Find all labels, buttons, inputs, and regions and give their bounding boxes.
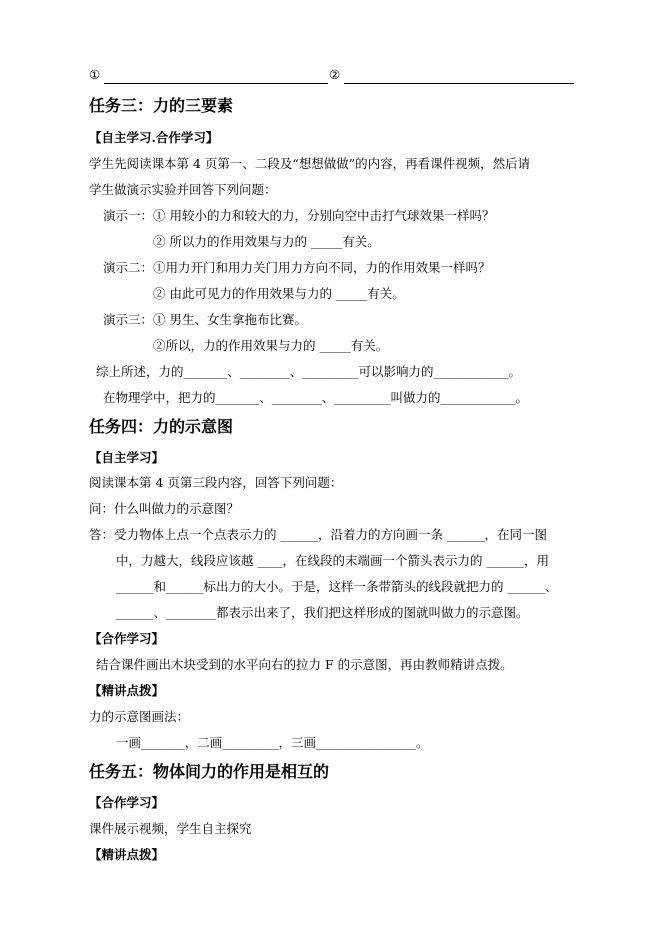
demo2-question: 演示二：①用力开门和用力关门用力方向不同，力的作用效果一样吗？: [103, 260, 491, 275]
demo3-answer: ②所以，力的作用效果与力的 _____有关。: [153, 338, 389, 353]
task4-answer-line2: 中，力越大，线段应该越 ____，在线段的末端画一个箭头表示力的 ______，用: [116, 553, 549, 568]
task4-read-instruction: 阅读课本第 4 页第三段内容，回答下列问题：: [89, 475, 343, 490]
blank-mark-1: ①: [89, 67, 101, 82]
demo2-answer: ② 由此可见力的作用效果与力的 _____有关。: [153, 286, 405, 301]
answer-line-1: [104, 83, 328, 84]
task3-tag: 【自主学习.合作学习】: [89, 130, 219, 145]
task5-tag-explain: 【精讲点拨】: [89, 847, 165, 862]
task3-intro-line2: 学生做演示实验并回答下列问题：: [89, 182, 277, 197]
task4-method-label: 力的示意图画法：: [89, 709, 190, 724]
task5-video-text: 课件展示视频，学生自主探究: [89, 821, 252, 836]
task3-summary-1: 综上所述，力的_______、________、_________可以影响力的____________。: [96, 364, 522, 379]
task3-summary-2: 在物理学中，把力的_______、________、_________叫做力的____________。: [103, 390, 529, 405]
blank-mark-2: ②: [329, 67, 341, 82]
task3-intro-line1: 学生先阅读课本第 4 页第一、二段及“想想做做”的内容，再看课件视频，然后请: [89, 156, 531, 171]
demo3-question: 演示三：① 男生、女生拿拖布比赛。: [103, 312, 307, 327]
task4-answer-line4: ______、________都表示出来了，我们把这样形成的图就叫做力的示意图。: [116, 605, 529, 620]
task5-title: 任务五：物体间力的作用是相互的: [89, 762, 330, 781]
demo1-answer: ② 所以力的作用效果与力的 _____有关。: [153, 234, 380, 249]
task3-title: 任务三：力的三要素: [89, 96, 234, 115]
task5-tag-cooperative: 【合作学习】: [89, 795, 165, 810]
task4-tag-cooperative: 【合作学习】: [89, 631, 165, 646]
task4-title: 任务四：力的示意图: [89, 417, 234, 436]
task4-method-steps: 一画_______，二画_________，三画________________。: [116, 735, 429, 750]
answer-line-2: [344, 83, 574, 84]
task4-question: 问：什么叫做力的示意图？: [89, 501, 240, 516]
task4-answer-line1: 答：受力物体上点一个点表示力的 ______，沿着力的方向画一条 ______，在同一图: [89, 527, 547, 542]
task4-tag-self-study: 【自主学习】: [89, 450, 165, 465]
task4-answer-line3: ______和______标出力的大小。于是，这样一条带箭头的线段就把力的 ______、: [116, 579, 558, 594]
demo1-question: 演示一：① 用较小的力和较大的力，分别向空中击打气球效果一样吗？: [103, 208, 495, 223]
task4-tag-explain: 【精讲点拨】: [89, 683, 165, 698]
task4-coop-text: 结合课件画出木块受到的水平向右的拉力 F 的示意图，再由教师精讲点拨。: [96, 657, 513, 672]
